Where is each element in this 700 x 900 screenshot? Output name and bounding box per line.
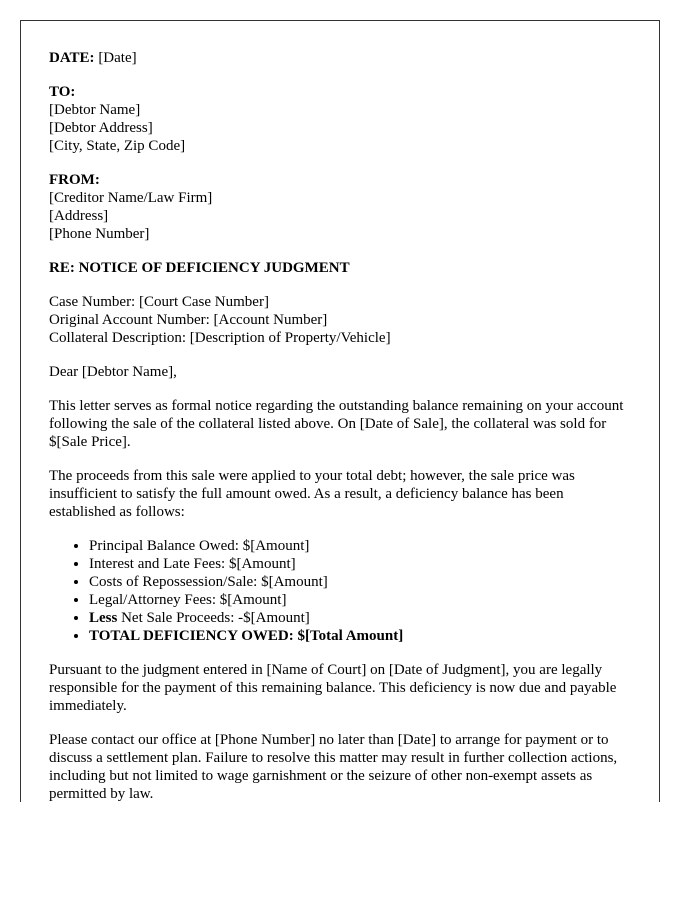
date-label: DATE: [49, 50, 95, 66]
list-item: • Principal Balance Owed: $[Amount] [89, 537, 631, 555]
from-label: FROM: [49, 172, 100, 188]
body-paragraph: This letter serves as formal notice regarding the outstanding balance remaining on your account following the sale of the collateral listed above. On [Date of Sale], the collateral was sold for $[Sale Price]. [49, 398, 624, 450]
list-item: • Costs of Repossession/Sale: $[Amount] [89, 573, 631, 591]
from-line: [Address] [49, 208, 109, 224]
to-label: TO: [49, 84, 76, 100]
from-block [49, 171, 631, 243]
list-item: • Interest and Late Fees: $[Amount] [89, 555, 631, 573]
to-line: [Debtor Address] [49, 120, 153, 136]
subject-text: RE: NOTICE OF DEFICIENCY JUDGMENT [49, 260, 350, 276]
less-text: Net Sale Proceeds: -$[Amount] [117, 610, 310, 626]
list-item [89, 609, 631, 627]
reference-block [49, 293, 631, 347]
total-text: TOTAL DEFICIENCY OWED: $[Total Amount] [89, 628, 404, 644]
to-line: [City, State, Zip Code] [49, 138, 186, 154]
body-paragraph: Please contact our office at [Phone Number] no later than [Date] to arrange for payment or to discuss a settlement plan. Failure to resolve this matter may result in further collection actions, including but not limited to wage garnishment or the seizure of other non-exempt assets as permitted by law. [49, 732, 618, 802]
less-label: Less [89, 610, 118, 626]
account-number: Original Account Number: [Account Number] [49, 312, 328, 328]
date-line [49, 49, 631, 67]
from-line: [Phone Number] [49, 226, 150, 242]
collateral-description: Collateral Description: [Description of Property/Vehicle] [49, 330, 391, 346]
subject-line [49, 259, 631, 277]
body-paragraph: Pursuant to the judgment entered in [Name of Court] on [Date of Judgment], you are legally responsible for the payment of this remaining balance. This deficiency is now due and payable immediately. [49, 662, 617, 714]
deficiency-list [49, 537, 631, 645]
total-item [89, 627, 631, 645]
salutation: Dear [Debtor Name], [49, 364, 177, 380]
list-item: • Legal/Attorney Fees: $[Amount] [89, 591, 631, 609]
from-line: [Creditor Name/Law Firm] [49, 190, 213, 206]
to-line: [Debtor Name] [49, 102, 141, 118]
date-value: [Date] [98, 50, 137, 66]
to-block [49, 83, 631, 155]
letter-page [20, 20, 660, 802]
case-number: Case Number: [Court Case Number] [49, 294, 269, 310]
body-paragraph: The proceeds from this sale were applied to your total debt; however, the sale price was insufficient to satisfy the full amount owed. As a result, a deficiency balance has been established as follows: [49, 468, 575, 520]
